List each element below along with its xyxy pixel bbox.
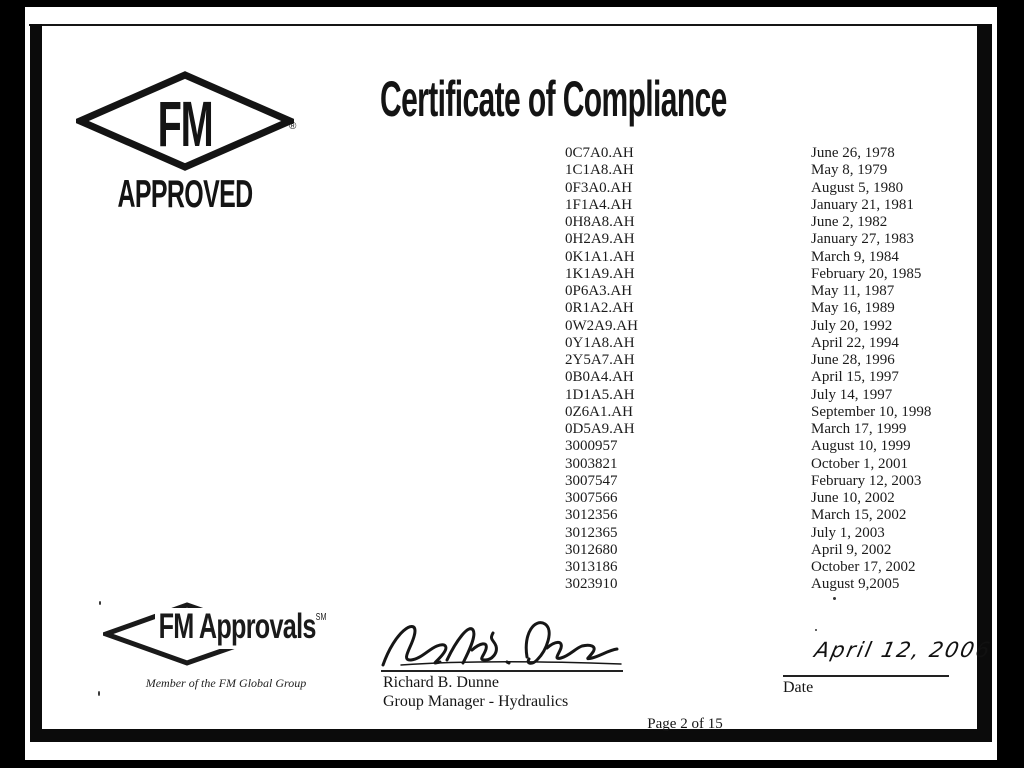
record-id: 0D5A9.AH xyxy=(565,421,635,437)
table-row xyxy=(565,335,931,352)
record-id: 3012680 xyxy=(565,541,618,558)
record-date: September 10, 1998 xyxy=(811,403,932,420)
table-row xyxy=(565,525,931,542)
scan-border-right xyxy=(977,24,992,741)
record-id: 3013186 xyxy=(565,559,618,575)
table-row xyxy=(565,490,931,507)
record-id: 1F1A4.AH xyxy=(565,196,633,213)
record-id: 0H2A9.AH xyxy=(565,231,635,248)
service-mark-icon: SM xyxy=(315,612,327,623)
record-id: 0K1A1.AH xyxy=(565,248,635,265)
fm-global-tagline: Member of the FM Global Group xyxy=(145,676,307,690)
table-row xyxy=(565,542,931,559)
table-row xyxy=(565,197,931,214)
record-id: 3000957 xyxy=(565,438,618,455)
fm-approvals-wordmark xyxy=(155,608,330,649)
signature-line xyxy=(381,670,623,672)
record-id: 1K1A9.AH xyxy=(565,265,635,282)
record-date: August 5, 1980 xyxy=(811,179,904,196)
scan-border-top xyxy=(29,24,991,26)
scan-border-left xyxy=(30,24,42,741)
record-date: June 10, 2002 xyxy=(811,490,895,506)
record-date: August 9,2005 xyxy=(811,576,900,593)
record-id: 0W2A9.AH xyxy=(565,317,638,334)
handwritten-date: April 12, 2006 xyxy=(812,638,994,662)
page-title: Certificate of Compliance xyxy=(380,71,727,127)
record-date: May 8, 1979 xyxy=(811,162,888,179)
record-date: June 2, 1982 xyxy=(811,214,888,230)
scan-artifact xyxy=(815,629,817,631)
table-row xyxy=(565,507,931,524)
record-date: October 1, 2001 xyxy=(811,455,909,472)
record-id: 0P6A3.AH xyxy=(565,283,633,299)
record-date: January 27, 1983 xyxy=(811,231,914,248)
record-date: March 15, 2002 xyxy=(811,507,907,524)
table-row xyxy=(565,231,931,248)
record-date: July 14, 1997 xyxy=(811,386,893,403)
record-date: July 1, 2003 xyxy=(811,524,885,541)
scan-artifact xyxy=(98,691,100,696)
fm-approvals-name: FM Approvals xyxy=(158,607,316,646)
record-id: 3007547 xyxy=(565,472,618,489)
record-date: February 12, 2003 xyxy=(811,472,922,489)
table-row xyxy=(565,180,931,197)
fm-approved-logo xyxy=(76,71,297,221)
record-date: June 26, 1978 xyxy=(811,145,895,161)
record-id: 3023910 xyxy=(565,576,618,593)
table-row xyxy=(565,249,931,266)
record-id: 3003821 xyxy=(565,455,618,472)
table-row xyxy=(565,266,931,283)
record-date: March 9, 1984 xyxy=(811,248,899,265)
table-row xyxy=(565,300,931,317)
record-date: April 9, 2002 xyxy=(811,541,892,558)
record-id: 3007566 xyxy=(565,490,618,506)
table-row xyxy=(565,369,931,386)
record-date: April 15, 1997 xyxy=(811,369,899,386)
record-date: July 20, 1992 xyxy=(811,317,893,334)
record-date: February 20, 1985 xyxy=(811,265,922,282)
table-row xyxy=(565,145,931,162)
record-id: 0F3A0.AH xyxy=(565,179,633,196)
registered-trademark-icon: ® xyxy=(289,121,297,132)
date-line xyxy=(783,675,949,677)
table-row xyxy=(565,421,931,438)
record-date: August 10, 1999 xyxy=(811,438,911,455)
date-label: Date xyxy=(783,679,814,696)
table-row xyxy=(565,387,931,404)
page-number: Page 2 of 15 xyxy=(647,716,723,732)
fm-logo-text: FM xyxy=(157,88,213,160)
record-date: January 21, 1981 xyxy=(811,196,914,213)
signer-name: Richard B. Dunne xyxy=(383,674,499,691)
record-id: 0H8A8.AH xyxy=(565,214,635,230)
table-row xyxy=(565,283,931,300)
approved-label: APPROVED xyxy=(117,173,253,216)
scan-artifact xyxy=(833,597,836,600)
table-row xyxy=(565,438,931,455)
scan-border-bottom xyxy=(30,729,992,742)
record-date: April 22, 1994 xyxy=(811,334,899,351)
certificate-page xyxy=(25,7,997,760)
table-row xyxy=(565,352,931,369)
record-id: 0B0A4.AH xyxy=(565,369,634,386)
table-row xyxy=(565,473,931,490)
record-id: 0Y1A8.AH xyxy=(565,334,635,351)
record-date: June 28, 1996 xyxy=(811,352,895,368)
record-id: 1C1A8.AH xyxy=(565,162,634,179)
table-row xyxy=(565,576,931,593)
record-date: May 16, 1989 xyxy=(811,300,895,317)
record-id: 3012356 xyxy=(565,507,618,524)
record-id: 3012365 xyxy=(565,524,618,541)
record-date: March 17, 1999 xyxy=(811,421,907,437)
record-date: October 17, 2002 xyxy=(811,559,916,575)
record-id: 2Y5A7.AH xyxy=(565,352,635,368)
record-id: 1D1A5.AH xyxy=(565,386,635,403)
table-row xyxy=(565,214,931,231)
table-row xyxy=(565,404,931,421)
record-id: 0C7A0.AH xyxy=(565,145,634,161)
record-id: 0R1A2.AH xyxy=(565,300,634,317)
record-id: 0Z6A1.AH xyxy=(565,403,633,420)
table-row xyxy=(565,559,931,576)
record-date: May 11, 1987 xyxy=(811,283,895,299)
scan-artifact xyxy=(99,601,101,605)
fm-approvals-logo xyxy=(103,600,348,700)
signer-title: Group Manager - Hydraulics xyxy=(383,693,569,710)
table-row xyxy=(565,318,931,335)
table-row xyxy=(565,162,931,179)
signature-icon xyxy=(377,615,627,670)
table-row xyxy=(565,456,931,473)
records-table xyxy=(565,145,931,594)
